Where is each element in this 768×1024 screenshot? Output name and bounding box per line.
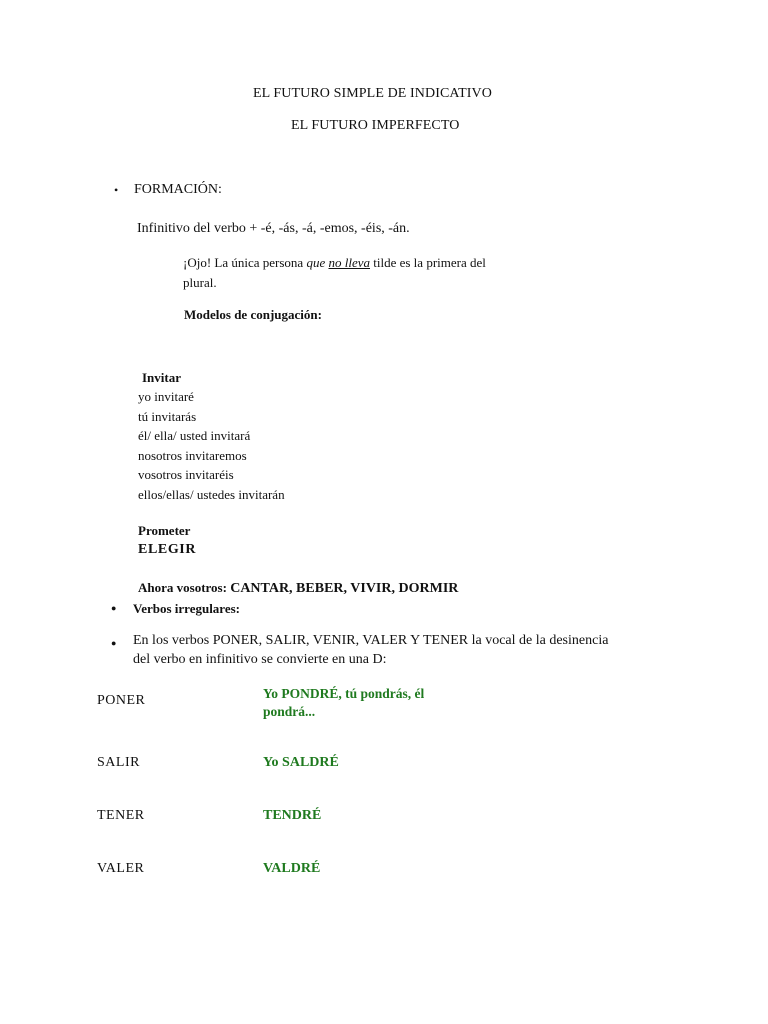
example-verb-salir: SALIR [97, 755, 140, 770]
invitar-conjugation-list [138, 387, 285, 504]
bullet-icon: ● [111, 603, 117, 613]
list-item: nosotros invitaremos [138, 447, 247, 463]
formacion-label: FORMACIÓN: [134, 182, 222, 197]
example-conj-salir: Yo SALDRÉ [263, 755, 339, 770]
document-subtitle: EL FUTURO IMPERFECTO [291, 118, 460, 133]
note-line-2: plural. [183, 275, 217, 290]
ahora-vosotros [138, 580, 458, 597]
example-conj-valer: VALDRÉ [263, 861, 321, 876]
modelos-heading: Modelos de conjugación: [184, 307, 322, 322]
list-item: ellos/ellas/ ustedes invitarán [138, 486, 285, 502]
example-verb-poner: PONER [97, 693, 146, 708]
document-title: EL FUTURO SIMPLE DE INDICATIVO [253, 86, 492, 101]
list-item: yo invitaré [138, 389, 194, 404]
note-no-lleva: no lleva [328, 255, 370, 270]
prometer-heading: Prometer [138, 523, 191, 538]
irregulares-rule-line-1: En los verbos PONER, SALIR, VENIR, VALER Y TENER la vocal de la desinencia [133, 633, 609, 648]
example-verb-valer: VALER [97, 861, 145, 876]
example-verb-tener: TENER [97, 808, 145, 823]
example-conj-poner-line-2: pondrá... [263, 704, 316, 719]
bullet-icon: ● [111, 638, 117, 648]
note-line-1 [183, 255, 486, 271]
irregulares-label: Verbos irregulares: [133, 601, 240, 616]
formation-rule: Infinitivo del verbo + -é, -ás, -á, -emos, -éis, -án. [137, 221, 410, 236]
example-conj-poner-line-1: Yo PONDRÉ, tú pondrás, él [263, 686, 425, 701]
example-conj-tener: TENDRÉ [263, 808, 322, 823]
note-que: que [306, 255, 326, 270]
irregulares-rule-line-2: del verbo en infinitivo se convierte en una D: [133, 652, 387, 667]
note-text-start: ¡Ojo! La única persona [183, 255, 307, 270]
bullet-icon: • [114, 183, 119, 197]
elegir-heading: ELEGIR [138, 542, 197, 557]
ahora-prefix: Ahora vosotros: [138, 580, 231, 595]
note-text-end: tilde es la primera del [370, 255, 486, 270]
list-item: vosotros invitaréis [138, 467, 234, 482]
list-item: tú invitarás [138, 408, 197, 424]
ahora-verbs: CANTAR, BEBER, VIVIR, DORMIR [230, 581, 459, 596]
list-item: él/ ella/ usted invitará [138, 428, 251, 443]
invitar-heading: Invitar [142, 370, 181, 385]
